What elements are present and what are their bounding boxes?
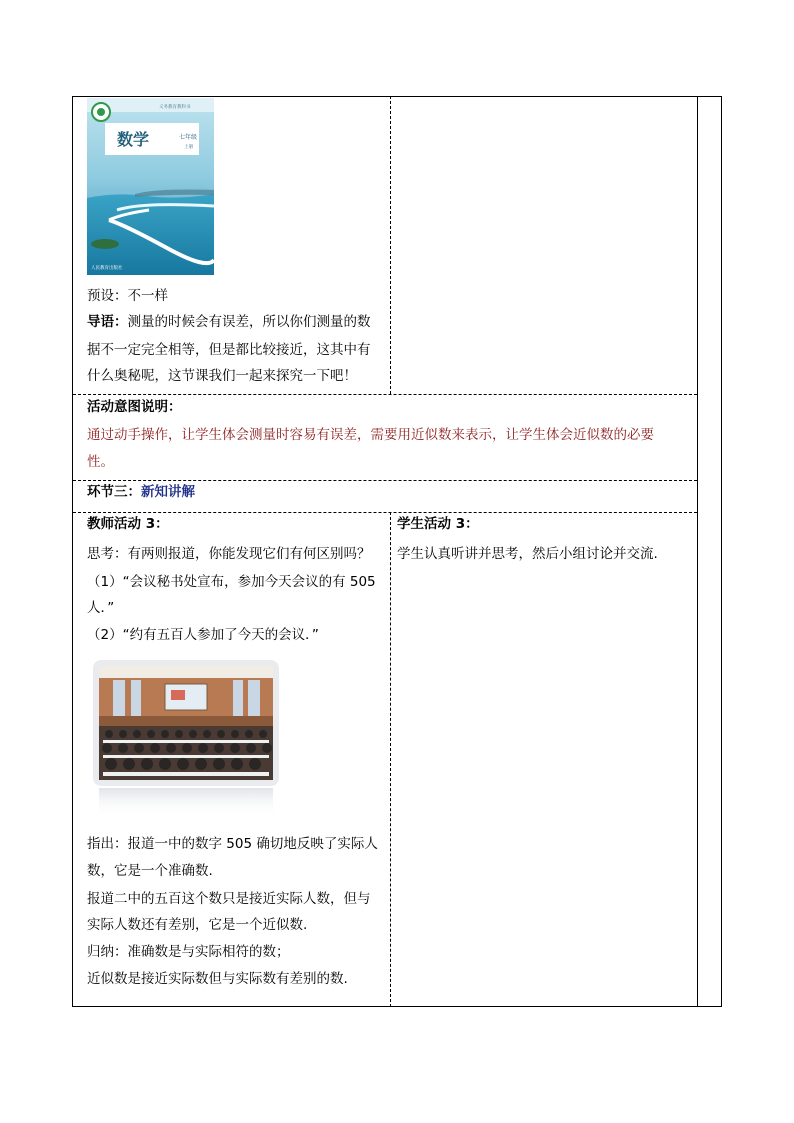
guide-label: 导语： — [87, 314, 128, 330]
teacher-think: 思考：有两则报道，你能发现它们有何区别吗？ — [87, 546, 371, 562]
note-line-6: 近似数是接近实际数但与实际数有差别的数. — [87, 971, 348, 987]
intent-heading: 活动意图说明： — [87, 399, 182, 415]
student-activity-heading: 学生活动 3： — [397, 516, 479, 532]
cover-top-text: 义务教育教科书 — [159, 105, 191, 110]
note-line-3: 报道二中的五百这个数只是接近实际人数，但与 — [87, 891, 371, 907]
note-line-4: 实际人数还有差别，它是一个近似数. — [87, 917, 308, 933]
intent-line-1: 通过动手操作，让学生体会测量时容易有误差，需要用近似数来表示，让学生体会近似数的必要 — [87, 427, 654, 443]
student-activity-text: 学生认真听讲并思考，然后小组讨论并交流. — [397, 546, 658, 562]
conference-hall-photo — [93, 660, 279, 820]
report-1-line-1: （1）“会议秘书处宣布，参加今天会议的有 505 — [87, 574, 376, 590]
column-divider-bottom — [390, 512, 391, 1007]
cover-grade: 七年级 — [179, 134, 198, 141]
note-line-1: 指出：报道一中的数字 505 确切地反映了实际人 — [87, 836, 378, 852]
section-title: 新知讲解 — [141, 484, 195, 500]
guide-line-1 — [87, 309, 371, 335]
section-heading — [87, 479, 195, 505]
preset-text: 预设：不一样 — [87, 288, 168, 304]
guide-text-1: 测量的时候会有误差，所以你们测量的数 — [127, 314, 371, 330]
teacher-activity-heading: 教师活动 3： — [87, 516, 169, 532]
cover-volume: 上册 — [184, 145, 193, 150]
textbook-cover-image — [87, 98, 214, 275]
table-inner-right-border — [697, 96, 698, 1007]
guide-line-3: 什么奥秘呢，这节课我们一起来探究一下吧！ — [87, 368, 357, 384]
note-line-2: 数，它是一个准确数. — [87, 863, 213, 879]
report-1-line-2: 人．” — [87, 600, 115, 616]
column-divider-top — [390, 96, 391, 394]
intent-line-2: 性。 — [87, 454, 114, 470]
report-2: （2）“约有五百人参加了今天的会议．” — [87, 627, 319, 643]
note-line-5: 归纳：准确数是与实际相符的数； — [87, 944, 290, 960]
section-label: 环节三： — [87, 484, 141, 500]
cover-publisher: 人民教育出版社 — [91, 266, 123, 271]
guide-line-2: 据不一定完全相等，但是都比较接近，这其中有 — [87, 342, 371, 358]
cover-title: 数学 — [117, 130, 150, 149]
